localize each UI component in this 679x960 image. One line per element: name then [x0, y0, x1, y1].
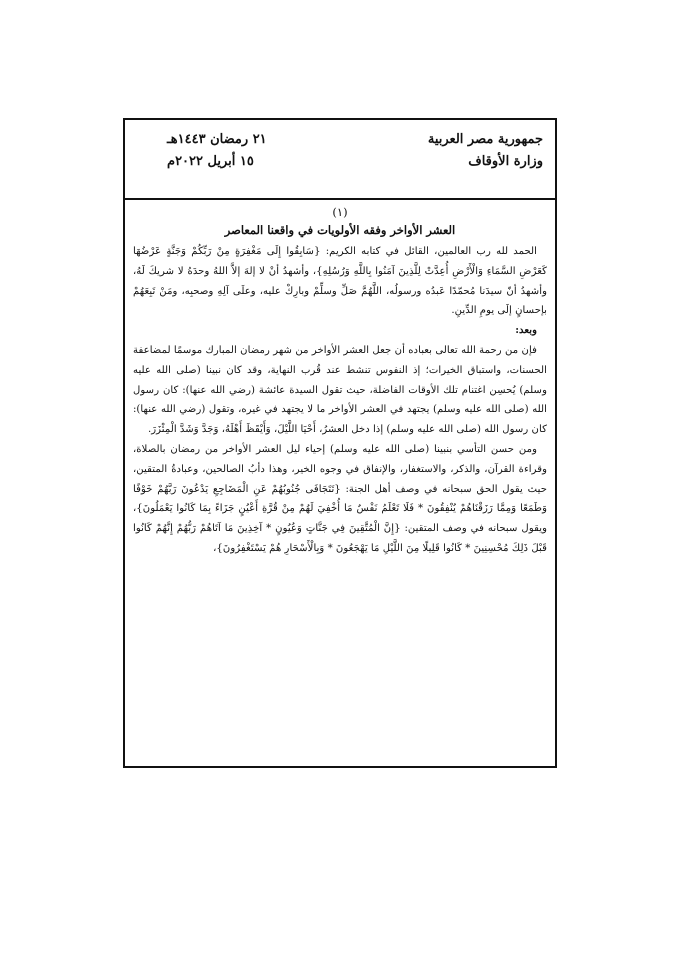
sermon-title: العشر الأواخر وفقه الأولويات في واقعنا المعاصر	[224, 223, 456, 237]
document-frame	[123, 118, 557, 768]
paragraph-transition: وبعد:	[515, 324, 537, 337]
paragraph-body-1: فإن من رحمة الله تعالى بعباده أن جعل العشر الأواخر من شهر رمضان المبارك موسمًا لمضاعفة الحسنات، واستباق الخيرات؛ إذ النفوس تنشط عند قُرب النهاية، وقد كان نبينا (صلى الله عليه وسلم) يُحسِن اغتنام تلك الأوقات الفاضلة، حيث تقول السيدة عائشة (رضي الله عنها): كان رسول الله (صلى الله عليه وسلم) يجتهد في العشر الأواخر ما لا يجتهد في غيره، وتقول (رضي الله عنها): كان رسول الله (صلى الله عليه وسلم) إذا دخل العشرُ، أَحْيَا اللَّيْلَ، وَأَيْقَظَ أَهْلَهُ، وَجَدَّ وَشَدَّ الْمِئْزَرَ.	[133, 344, 547, 436]
paragraph-opening: الحمد لله رب العالمين، القائل في كتابه الكريم: {سَابِقُوا إِلَى مَغْفِرَةٍ مِنْ رَبِّكُمْ وَجَنَّةٍ عَرْضُهَا كَعَرْضِ السَّمَاءِ وَالْأَرْضِ أُعِدَّتْ لِلَّذِينَ آمَنُوا بِاللَّهِ وَرُسُلِهِ}، وأشهدُ أنْ لا إلهَ إلاَّ اللهُ وحدَهُ لا شريكَ لَهُ، وأشهدُ أنّ سيدَنا مُحمّدًا عَبدُه ورسولُه، اللَّهُمَّ صَلِّ وسلِّمْ وبارِكْ عليه، وعلَى آلِهِ وصحبِه، ومَنْ تَبِعَهُمْ بإحسانٍ إلَى يومِ الدِّينِ.	[133, 246, 547, 317]
document-header	[125, 120, 555, 200]
ministry-name: وزارة الأوقاف	[468, 154, 543, 169]
gregorian-date: ١٥ أبريل ٢٠٢٢م	[167, 154, 254, 169]
country-name: جمهورية مصر العربية	[427, 132, 543, 147]
sermon-number: (١)	[332, 205, 348, 219]
hijri-date: ٢١ رمضان ١٤٤٣هـ	[167, 132, 267, 147]
paragraph-body-2: ومن حسن التأسي بنبينا (صلى الله عليه وسلم) إحياء ليل العشر الأواخر من رمضان بالصلاة، وقراءة القرآن، والذكر، والاستغفار، والإنفاق في وجوه الخير، وهذا دأبُ الصالحين، وعبادةُ المتقين، حيث يقول الحق سبحانه في وصف أهل الجنة: {تَتَجَافَى جُنُوبُهُمْ عَنِ الْمَضَاجِعِ يَدْعُونَ رَبَّهُمْ خَوْفًا وَطَمَعًا وَمِمَّا رَزَقْنَاهُمْ يُنْفِقُونَ * فَلَا تَعْلَمُ نَفْسٌ مَا أُخْفِيَ لَهُمْ مِنْ قُرَّةِ أَعْيُنٍ جَزَاءً بِمَا كَانُوا يَعْمَلُونَ}، ويقول سبحانه في وصف المتقين: {إِنَّ الْمُتَّقِينَ فِي جَنَّاتٍ وَعُيُونٍ * آخِذِينَ مَا آتَاهُمْ رَبُّهُمْ إِنَّهُمْ كَانُوا قَبْلَ ذَلِكَ مُحْسِنِينَ * كَانُوا قَلِيلًا مِنَ اللَّيْلِ مَا يَهْجَعُونَ * وَبِالْأَسْحَارِ هُمْ يَسْتَغْفِرُونَ}،	[133, 443, 547, 554]
document-body	[133, 204, 547, 760]
